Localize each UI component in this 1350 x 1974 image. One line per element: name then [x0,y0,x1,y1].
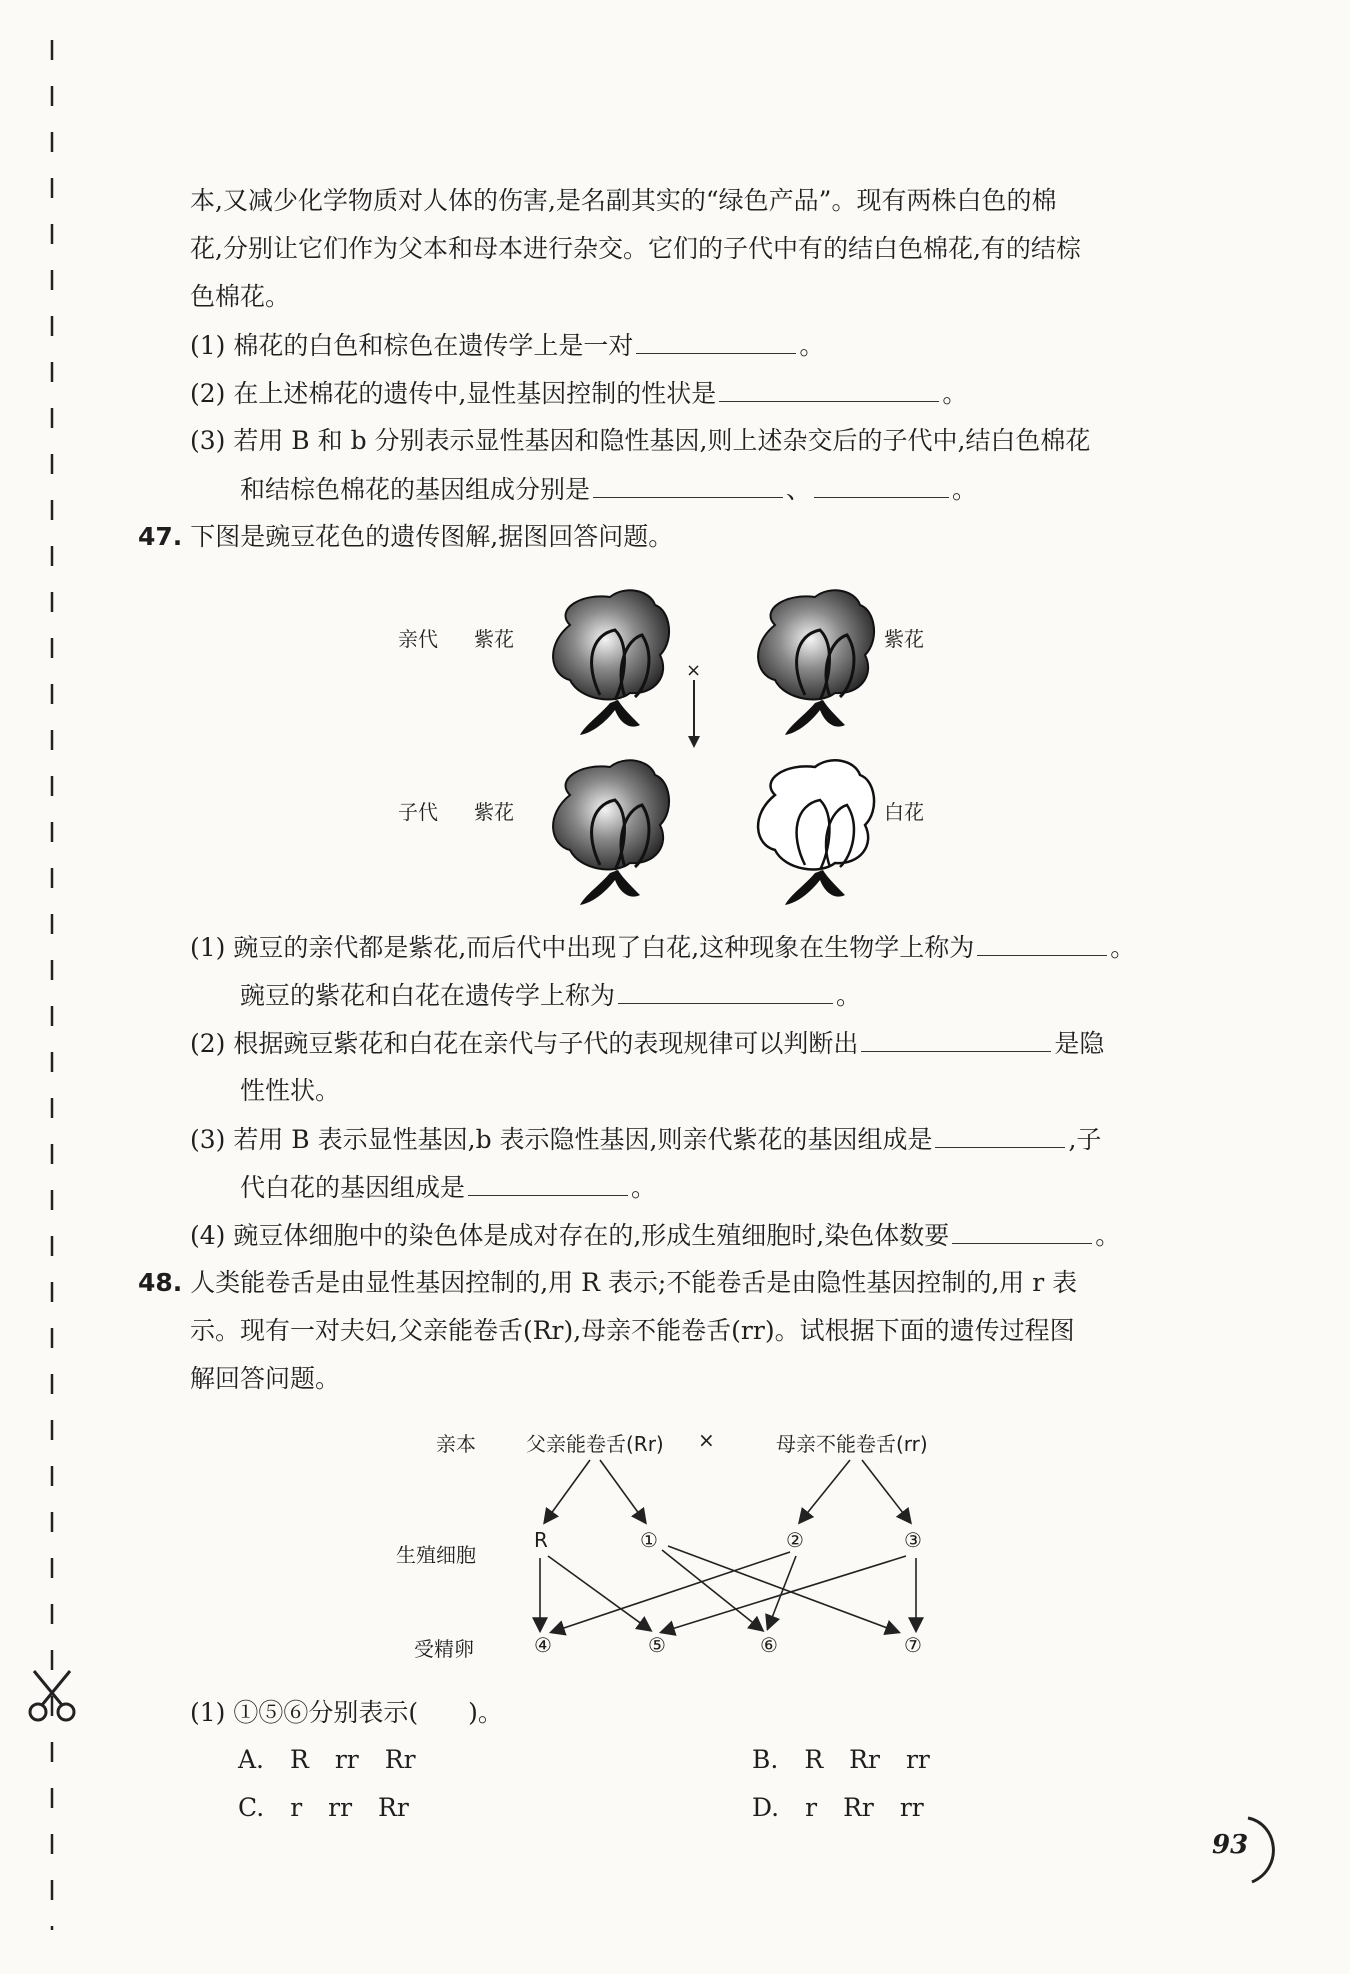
option-value: r [290,1793,303,1822]
q46-text-line-1: 本,又减少化学物质对人体的伤害,是名副其实的“绿色产品”。现有两株白色的棉 [190,186,1057,215]
q47-sub-3-tail: ,子 [1068,1125,1102,1154]
q46-sub-1-text: (1) 棉花的白色和棕色在遗传学上是一对 [190,331,634,360]
separator: 、 [786,475,812,504]
q47-sub-3b-text: 代白花的基因组成是 [240,1173,466,1202]
option-value: rr [328,1793,353,1822]
q46-text-line-3: 色棉花。 [190,282,291,311]
option-letter: B. [752,1745,779,1774]
option-letter: A. [238,1745,265,1774]
option-value: R [290,1745,309,1774]
q48-stem-line-3: 解回答问题。 [190,1364,341,1393]
q48-sub-1 [190,1695,503,1731]
q46-sub-2-text: (2) 在上述棉花的遗传中,显性基因控制的性状是 [190,379,717,408]
option-value: rr [899,1793,924,1822]
period: 。 [799,331,825,360]
q48-stem-line-2: 示。现有一对夫妇,父亲能卷舌(Rr),母亲不能卷舌(rr)。试根据下面的遗传过程图 [190,1316,1075,1345]
q48-sub-1-end: )。 [468,1698,503,1727]
q47-sub-2-text: (2) 根据豌豆紫花和白花在亲代与子代的表现规律可以判断出 [190,1029,859,1058]
page-number-bracket-icon [1218,1812,1298,1892]
cross-symbol: × [698,1428,715,1452]
period: 。 [942,379,968,408]
period: 。 [631,1173,657,1202]
gametes-row-label: 生殖细胞 [396,1543,476,1567]
gamete-2: ② [786,1528,804,1552]
option-value: rr [334,1745,359,1774]
option-value: Rr [843,1793,874,1822]
gamete-3: ③ [904,1528,922,1552]
option-B[interactable] [752,1745,956,1774]
period: 。 [836,981,862,1010]
option-value: Rr [384,1745,416,1774]
q47-sub-3-text: (3) 若用 B 表示显性基因,b 表示隐性基因,则亲代紫花的基因组成是 [190,1125,933,1154]
gamete-1: ① [640,1528,658,1552]
q47-sub-1-text: (1) 豌豆的亲代都是紫花,而后代中出现了白花,这种现象在生物学上称为 [190,933,975,962]
q47-stem-text: 下图是豌豆花色的遗传图解,据图回答问题。 [190,522,674,551]
question-number: 47. [138,522,183,551]
gamete-R: R [534,1528,548,1552]
period: 。 [952,475,978,504]
q47-sub-2-tail: 是隐 [1054,1029,1105,1058]
option-letter: C. [238,1793,265,1822]
zygote-7: ⑦ [904,1633,922,1657]
q47-sub-2-line-2: 性性状。 [240,1076,341,1105]
parent-right-label: 紫花 [884,627,924,651]
q46-text-line-2: 花,分别让它们作为父本和母本进行杂交。它们的子代中有的结白色棉花,有的结棕 [190,234,1081,263]
q48-sub-1-text: (1) ①⑤⑥分别表示( [190,1698,419,1727]
cross-symbol: × [686,660,702,681]
page-number: 93 [1212,1830,1249,1860]
zygote-row-label: 受精卵 [414,1637,474,1661]
parent-generation-label: 亲代 [398,627,438,651]
option-D[interactable] [752,1793,950,1822]
period: 。 [1095,1221,1121,1250]
parent-left-label: 紫花 [474,627,514,651]
option-A[interactable] [238,1745,442,1774]
mother-label: 母亲不能卷舌(rr) [776,1432,928,1456]
q47-sub-4-text: (4) 豌豆体细胞中的染色体是成对存在的,形成生殖细胞时,染色体数要 [190,1221,950,1250]
q48-stem-text-1: 人类能卷舌是由显性基因控制的,用 R 表示;不能卷舌是由隐性基因控制的,用 r 表 [190,1268,1078,1297]
option-C[interactable] [238,1793,435,1822]
q46-sub-3-text: 和结棕色棉花的基因组成分别是 [240,475,591,504]
zygote-5: ⑤ [648,1633,666,1657]
zygote-6: ⑥ [760,1633,778,1657]
zygote-4: ④ [534,1633,552,1657]
offspring-right-label: 白花 [884,800,924,824]
option-value: rr [905,1745,930,1774]
option-value: R [804,1745,824,1774]
option-value: r [805,1793,818,1822]
father-label: 父亲能卷舌(Rr) [526,1432,664,1456]
parents-row-label: 亲本 [436,1432,476,1456]
q46-sub-3-line-1: (3) 若用 B 和 b 分别表示显性基因和隐性基因,则上述杂交后的子代中,结白色棉花 [190,426,1091,455]
option-value: Rr [849,1745,880,1774]
period: 。 [1110,933,1136,962]
offspring-generation-label: 子代 [398,800,438,824]
question-number: 48. [138,1268,183,1297]
option-value: Rr [378,1793,409,1822]
offspring-left-label: 紫花 [474,800,514,824]
q47-sub-1b-text: 豌豆的紫花和白花在遗传学上称为 [240,981,616,1010]
option-letter: D. [752,1793,780,1822]
